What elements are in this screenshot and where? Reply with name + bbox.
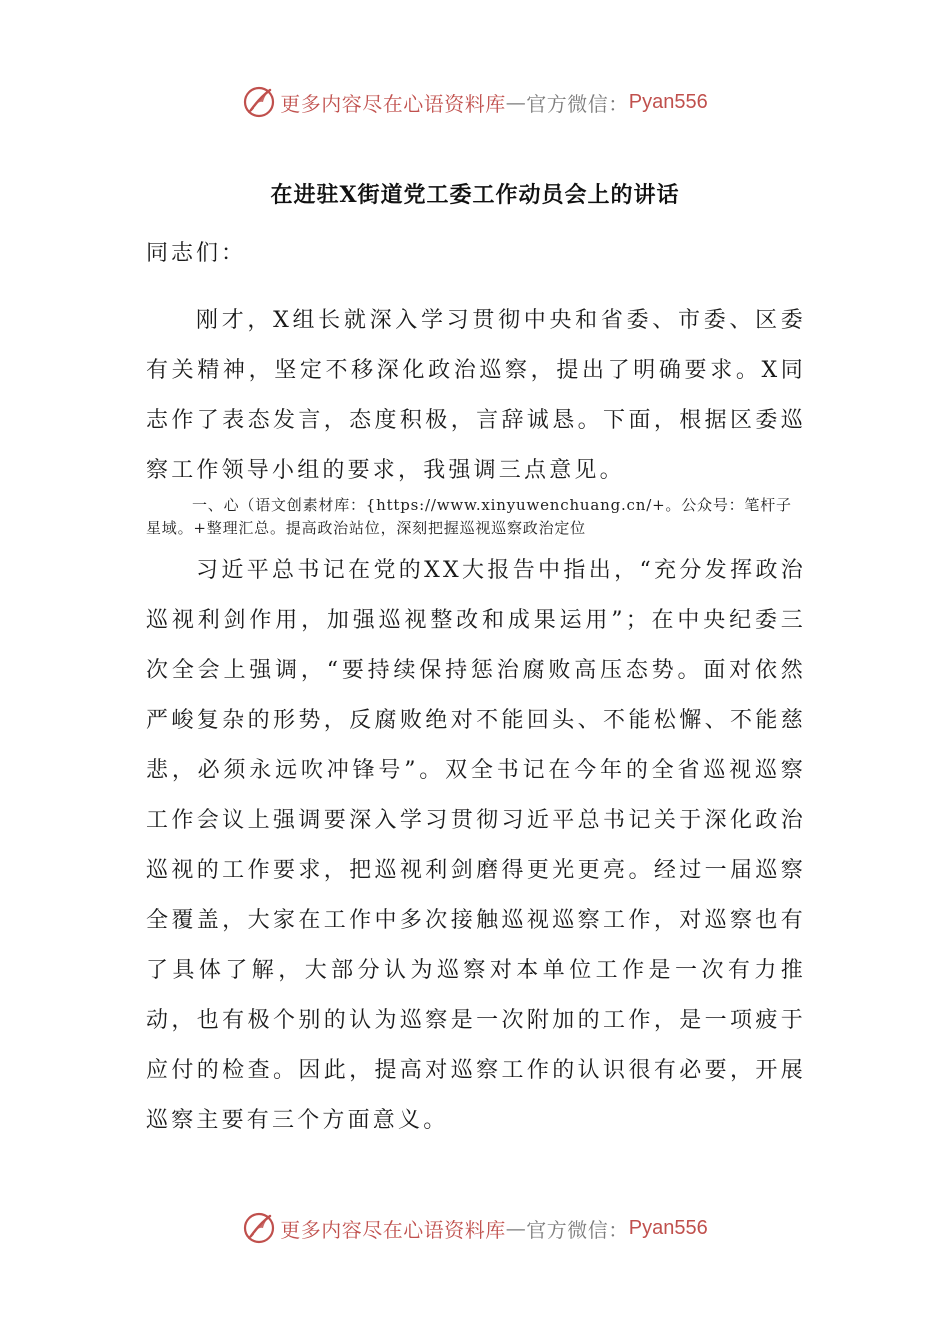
salutation: 同志们：	[146, 241, 247, 266]
quill-pen-logo-icon	[242, 1211, 276, 1245]
watermark-contact-value: Pyan556	[628, 1216, 708, 1239]
quill-pen-logo-icon	[242, 85, 276, 119]
watermark-banner-top	[0, 82, 950, 122]
document-title: 在进驻X街道党工委工作动员会上的讲话	[270, 182, 680, 208]
watermark-banner-bottom	[0, 1208, 950, 1248]
watermark-site-text: 更多内容尽在心语资料库	[280, 1217, 506, 1242]
watermark-contact-value: Pyan556	[628, 90, 708, 113]
section-heading: 一、心（语文创素材库：{https://www.xinyuwenchuang.cn/+。公众号：笔杆子星域。+整理汇总。提高政治站位，深刻把握巡视巡察政治定位	[146, 496, 792, 537]
watermark-separator: —	[505, 90, 527, 114]
watermark-contact-label: 官方微信：	[526, 1217, 629, 1242]
paragraph-2: 习近平总书记在党的XX大报告中指出，“充分发挥政治巡视利剑作用，加强巡视整改和成果运用”；在中央纪委三次全会上强调，“要持续保持惩治腐败高压态势。面对依然严峻复杂的形势，反腐败绝对不能回头、不能松懈、不能慈悲，必须永远吹冲锋号”。双全书记在今年的全省巡视巡察工作会议上强调要深入学习贯彻习近平总书记关于深化政治巡视的工作要求，把巡视利剑磨得更光更亮。经过一届巡察全覆盖，大家在工作中多次接触巡视巡察工作，对巡察也有了具体了解，大部分认为巡察对本单位工作是一次有力推动，也有极个别的认为巡察是一次附加的工作，是一项疲于应付的检查。因此，提高对巡察工作的认识很有必要，开展巡察主要有三个方面意义。	[146, 558, 806, 1133]
paragraph-1: 刚才，X组长就深入学习贯彻中央和省委、市委、区委有关精神，坚定不移深化政治巡察，提出了明确要求。X同志作了表态发言，态度积极，言辞诚恳。下面，根据区委巡察工作领导小组的要求，我强调三点意见。	[146, 308, 806, 483]
watermark-contact-label: 官方微信：	[526, 91, 629, 116]
watermark-site-text: 更多内容尽在心语资料库	[280, 91, 506, 116]
watermark-separator: —	[505, 1216, 527, 1240]
